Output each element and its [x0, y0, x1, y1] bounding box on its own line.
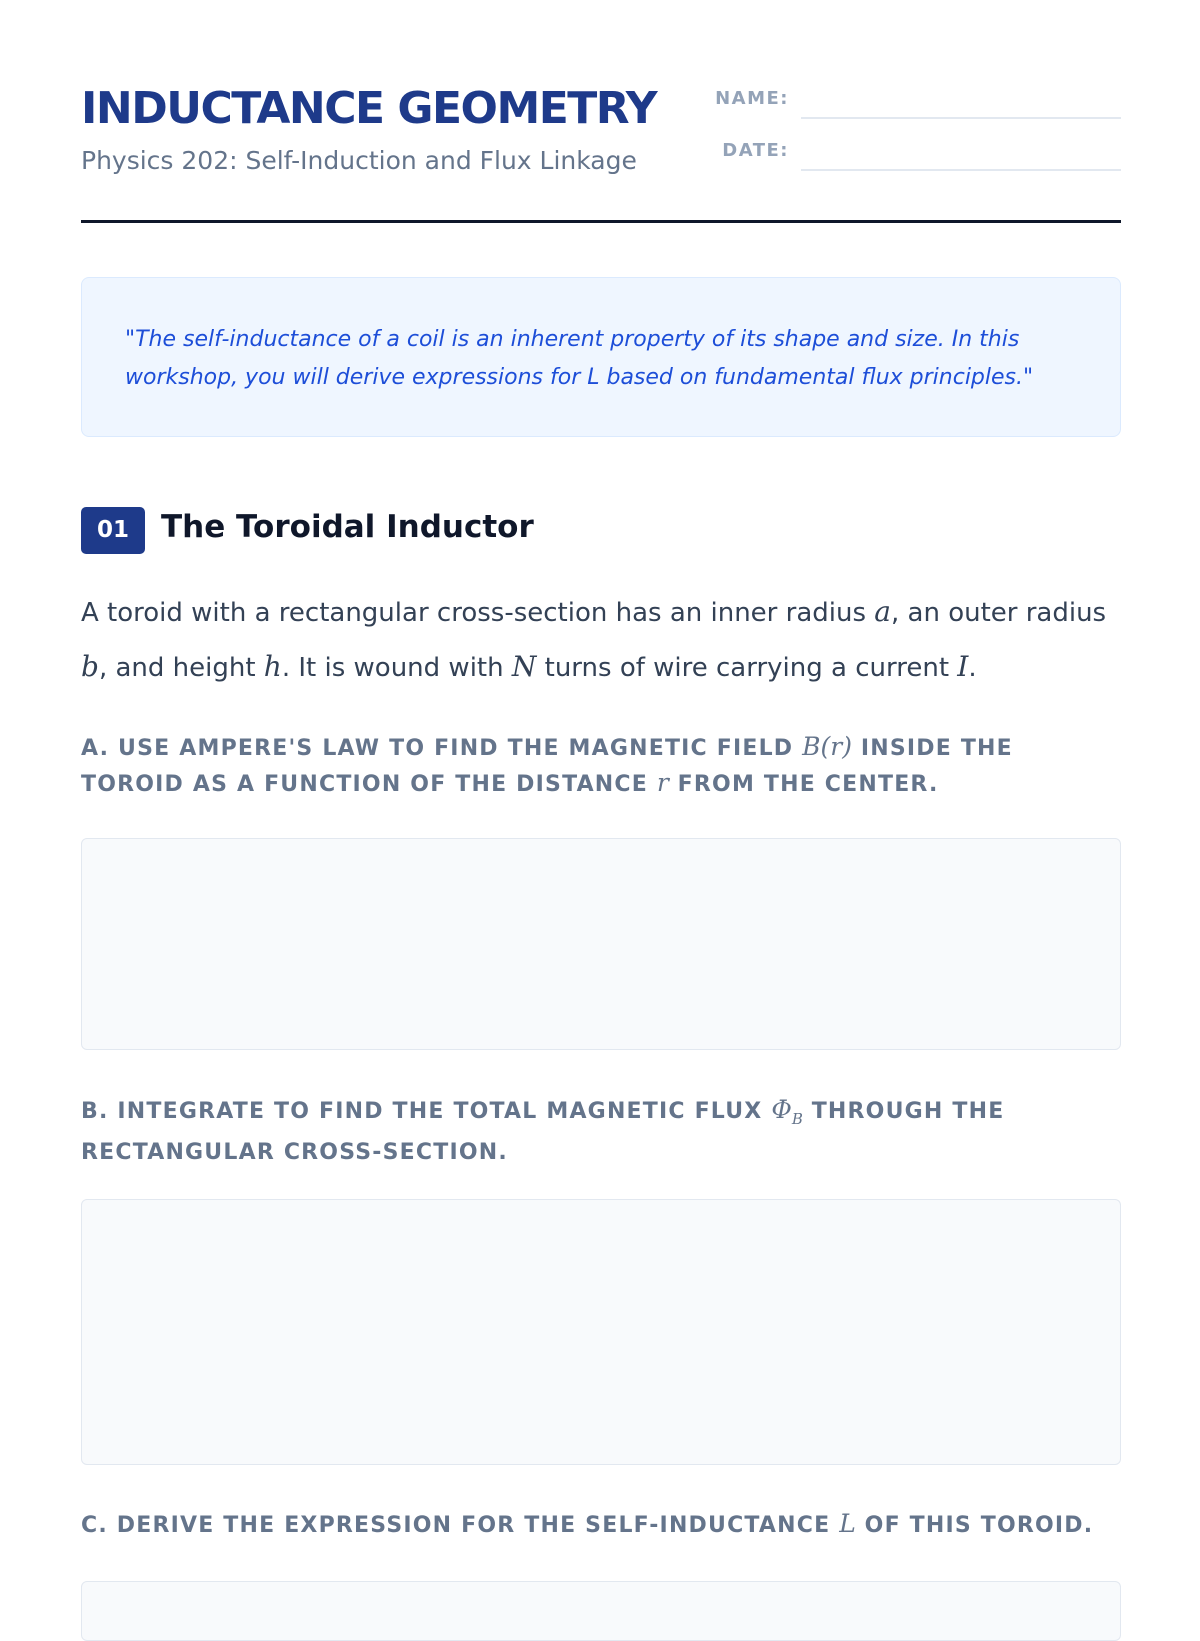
question-b-text: B. INTEGRATE TO FIND THE TOTAL MAGNETIC FLUX — [81, 1099, 772, 1124]
var-b: b — [81, 650, 99, 683]
date-field-line[interactable] — [801, 169, 1121, 171]
var-phi-b — [771, 1095, 803, 1128]
question-b-text: THROUGH THE RECTANGULAR CROSS-SECTION. — [81, 1099, 1005, 1165]
statement-text: , an outer radius — [890, 598, 1107, 628]
var-b-of-r: B(r) — [802, 732, 852, 761]
name-field-line[interactable] — [801, 117, 1121, 119]
phi-symbol: Φ — [771, 1095, 792, 1124]
question-a-text: FROM THE CENTER. — [668, 772, 939, 797]
section-title: The Toroidal Inductor — [161, 509, 534, 545]
question-a-text: A. USE AMPERE'S LAW TO FIND THE MAGNETIC FIELD — [81, 736, 803, 761]
var-r: r — [656, 768, 669, 797]
statement-text: . It is wound with — [281, 653, 512, 683]
intro-quote: "The self-inductance of a coil is an inherent property of its shape and size. In this workshop, you will derive expressions for L based on fundamental flux principles." — [81, 277, 1121, 437]
var-l: L — [839, 1509, 856, 1538]
answer-box-a[interactable] — [81, 838, 1121, 1050]
page-subtitle: Physics 202: Self-Induction and Flux Linkage — [81, 146, 637, 175]
worksheet-header — [81, 80, 1121, 224]
statement-text: turns of wire carrying a current — [536, 653, 958, 683]
date-label: DATE: — [722, 140, 789, 161]
question-c — [81, 1507, 1121, 1543]
statement-text: . — [968, 653, 977, 683]
question-b — [81, 1093, 1121, 1170]
question-a-text: INSIDE THE TOROID AS A FUNCTION OF THE DISTANCE — [81, 736, 1013, 797]
name-label: NAME: — [715, 88, 789, 109]
var-h: h — [263, 650, 282, 683]
var-i: I — [957, 650, 969, 683]
statement-text: , and height — [98, 653, 264, 683]
question-c-text: OF THIS TOROID. — [855, 1513, 1094, 1538]
var-a: a — [874, 595, 891, 628]
answer-box-b[interactable] — [81, 1199, 1121, 1465]
var-n: N — [511, 650, 537, 683]
section-number-badge: 01 — [81, 507, 145, 554]
question-a — [81, 730, 1121, 802]
page-title: INDUCTANCE GEOMETRY — [81, 83, 657, 134]
statement-text: A toroid with a rectangular cross-section has an inner radius — [81, 598, 875, 628]
header-divider — [81, 220, 1121, 223]
phi-subscript: B — [791, 1110, 803, 1128]
answer-box-c[interactable] — [81, 1581, 1121, 1641]
question-c-text: C. DERIVE THE EXPRESSION FOR THE SELF-INDUCTANCE — [81, 1513, 840, 1538]
problem-statement — [81, 585, 1131, 695]
